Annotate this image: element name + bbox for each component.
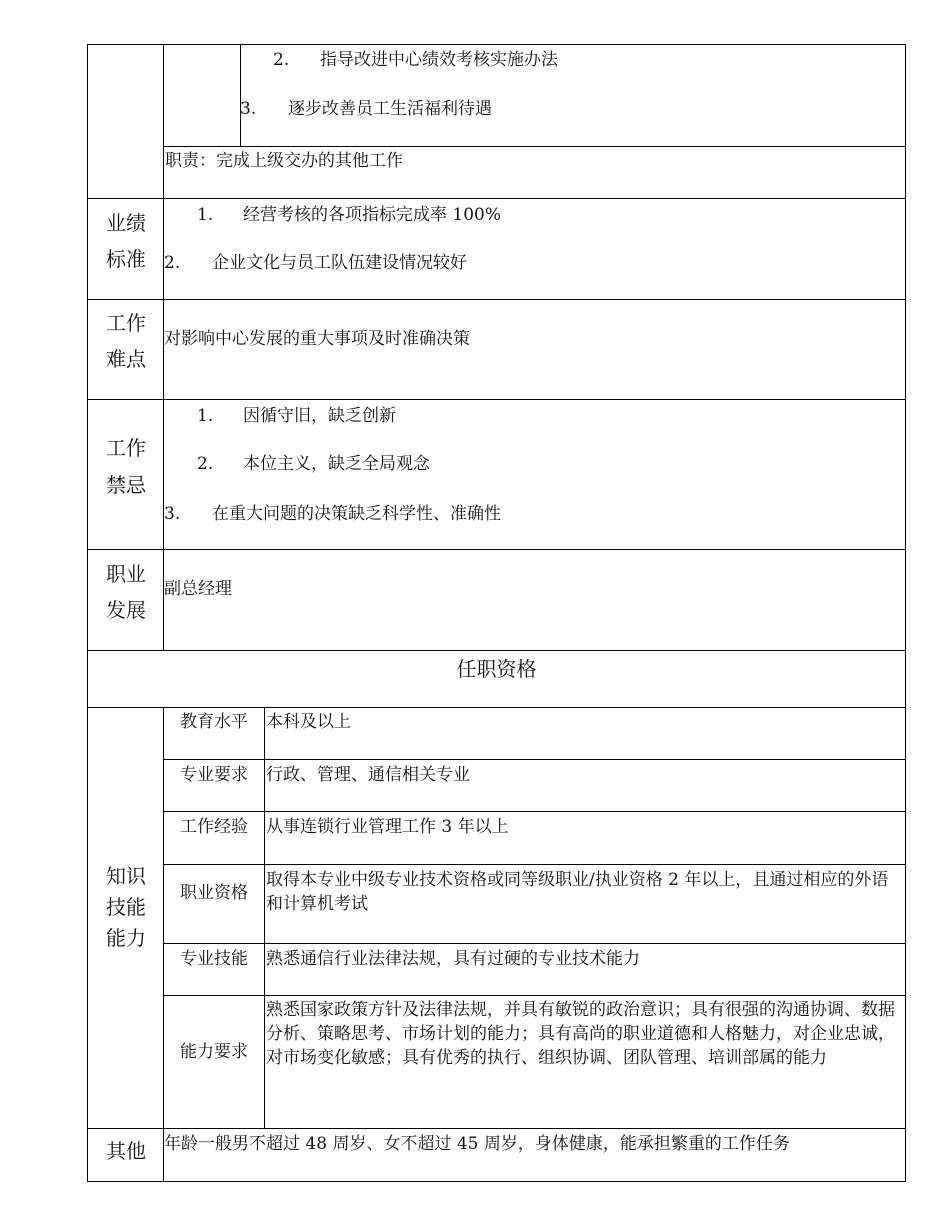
list-number: 2. — [197, 454, 214, 474]
row-divider — [87, 1128, 906, 1129]
list-number: 2. — [273, 50, 290, 70]
qual-value-certificate: 取得本专业中级专业技术资格或同等级职业/执业资格 2 年以上，且通过相应的外语和计算机考试 — [266, 870, 889, 914]
qual-label-certificate: 职业资格 — [180, 883, 248, 903]
list-number: 3. — [164, 504, 181, 524]
qual-row-divider — [163, 943, 906, 944]
row-divider — [87, 707, 906, 708]
qual-value-major: 行政、管理、通信相关专业 — [266, 765, 470, 785]
qual-value-education: 本科及以上 — [266, 712, 351, 732]
row-label-line: 工作 — [106, 436, 146, 460]
taboo-item: 因循守旧，缺乏创新 — [243, 406, 396, 426]
performance-item: 经营考核的各项指标完成率 100% — [243, 205, 502, 225]
row-label-line: 发展 — [106, 598, 146, 622]
table-border-right — [905, 44, 906, 1182]
row-divider — [163, 146, 906, 147]
table-border-bottom — [87, 1181, 906, 1182]
row-label-line: 工作 — [106, 311, 146, 335]
list-number: 3. — [240, 99, 257, 119]
qual-row-divider — [163, 759, 906, 760]
career-text: 副总经理 — [164, 579, 232, 599]
row-label-line: 职业 — [106, 562, 146, 586]
list-number: 2. — [164, 253, 181, 273]
row-label-line: 标准 — [106, 247, 146, 271]
row-divider — [87, 549, 906, 550]
performance-item: 企业文化与员工队伍建设情况较好 — [212, 253, 467, 273]
table-border-top — [87, 44, 906, 45]
row-label-line: 业绩 — [106, 211, 146, 235]
row-label-line: 难点 — [106, 347, 146, 371]
difficulty-text: 对影响中心发展的重大事项及时准确决策 — [164, 329, 470, 349]
list-number: 1. — [197, 205, 214, 225]
nested-column-divider — [240, 44, 241, 146]
row-label-line: 禁忌 — [106, 473, 146, 497]
row-divider — [87, 299, 906, 300]
qual-label-major: 专业要求 — [180, 765, 248, 785]
duty-item: 指导改进中心绩效考核实施办法 — [320, 50, 558, 70]
qual-label-ability: 能力要求 — [180, 1042, 248, 1062]
qual-value-ability: 熟悉国家政策方针及法律法规，并具有敏锐的政治意识；具有很强的沟通协调、数据分析、策略思考、市场计划的能力；具有高尚的职业道德和人格魅力，对企业忠诚，对市场变化敏感；具有优秀的执行、组织协调、团队管理、培训部属的能力 — [266, 1000, 895, 1068]
qual-label-education: 教育水平 — [180, 712, 248, 732]
qual-row-divider — [163, 864, 906, 865]
qual-row-divider — [163, 811, 906, 812]
qualification-heading: 任职资格 — [456, 657, 537, 681]
taboo-item: 本位主义，缺乏全局观念 — [243, 454, 430, 474]
qual-row-divider — [163, 995, 906, 996]
qual-label-experience: 工作经验 — [180, 817, 248, 837]
group-label-line: 能力 — [106, 926, 146, 950]
list-number: 1. — [197, 406, 214, 426]
row-divider — [87, 198, 906, 199]
qual-value-skill: 熟悉通信行业法律法规，具有过硬的专业技术能力 — [266, 949, 640, 969]
duty-item: 逐步改善员工生活福利待遇 — [288, 99, 492, 119]
group-label-line: 技能 — [106, 895, 146, 919]
other-text: 年龄一般男不超过 48 周岁、女不超过 45 周岁，身体健康，能承担繁重的工作任务 — [164, 1134, 790, 1154]
taboo-item: 在重大问题的决策缺乏科学性、准确性 — [212, 504, 501, 524]
row-divider — [87, 399, 906, 400]
group-label-line: 知识 — [106, 864, 146, 888]
qual-value-experience: 从事连锁行业管理工作 3 年以上 — [266, 817, 509, 837]
qual-label-skill: 专业技能 — [180, 949, 248, 969]
row-label: 其他 — [106, 1139, 146, 1163]
other-duty: 职责：完成上级交办的其他工作 — [165, 151, 403, 171]
